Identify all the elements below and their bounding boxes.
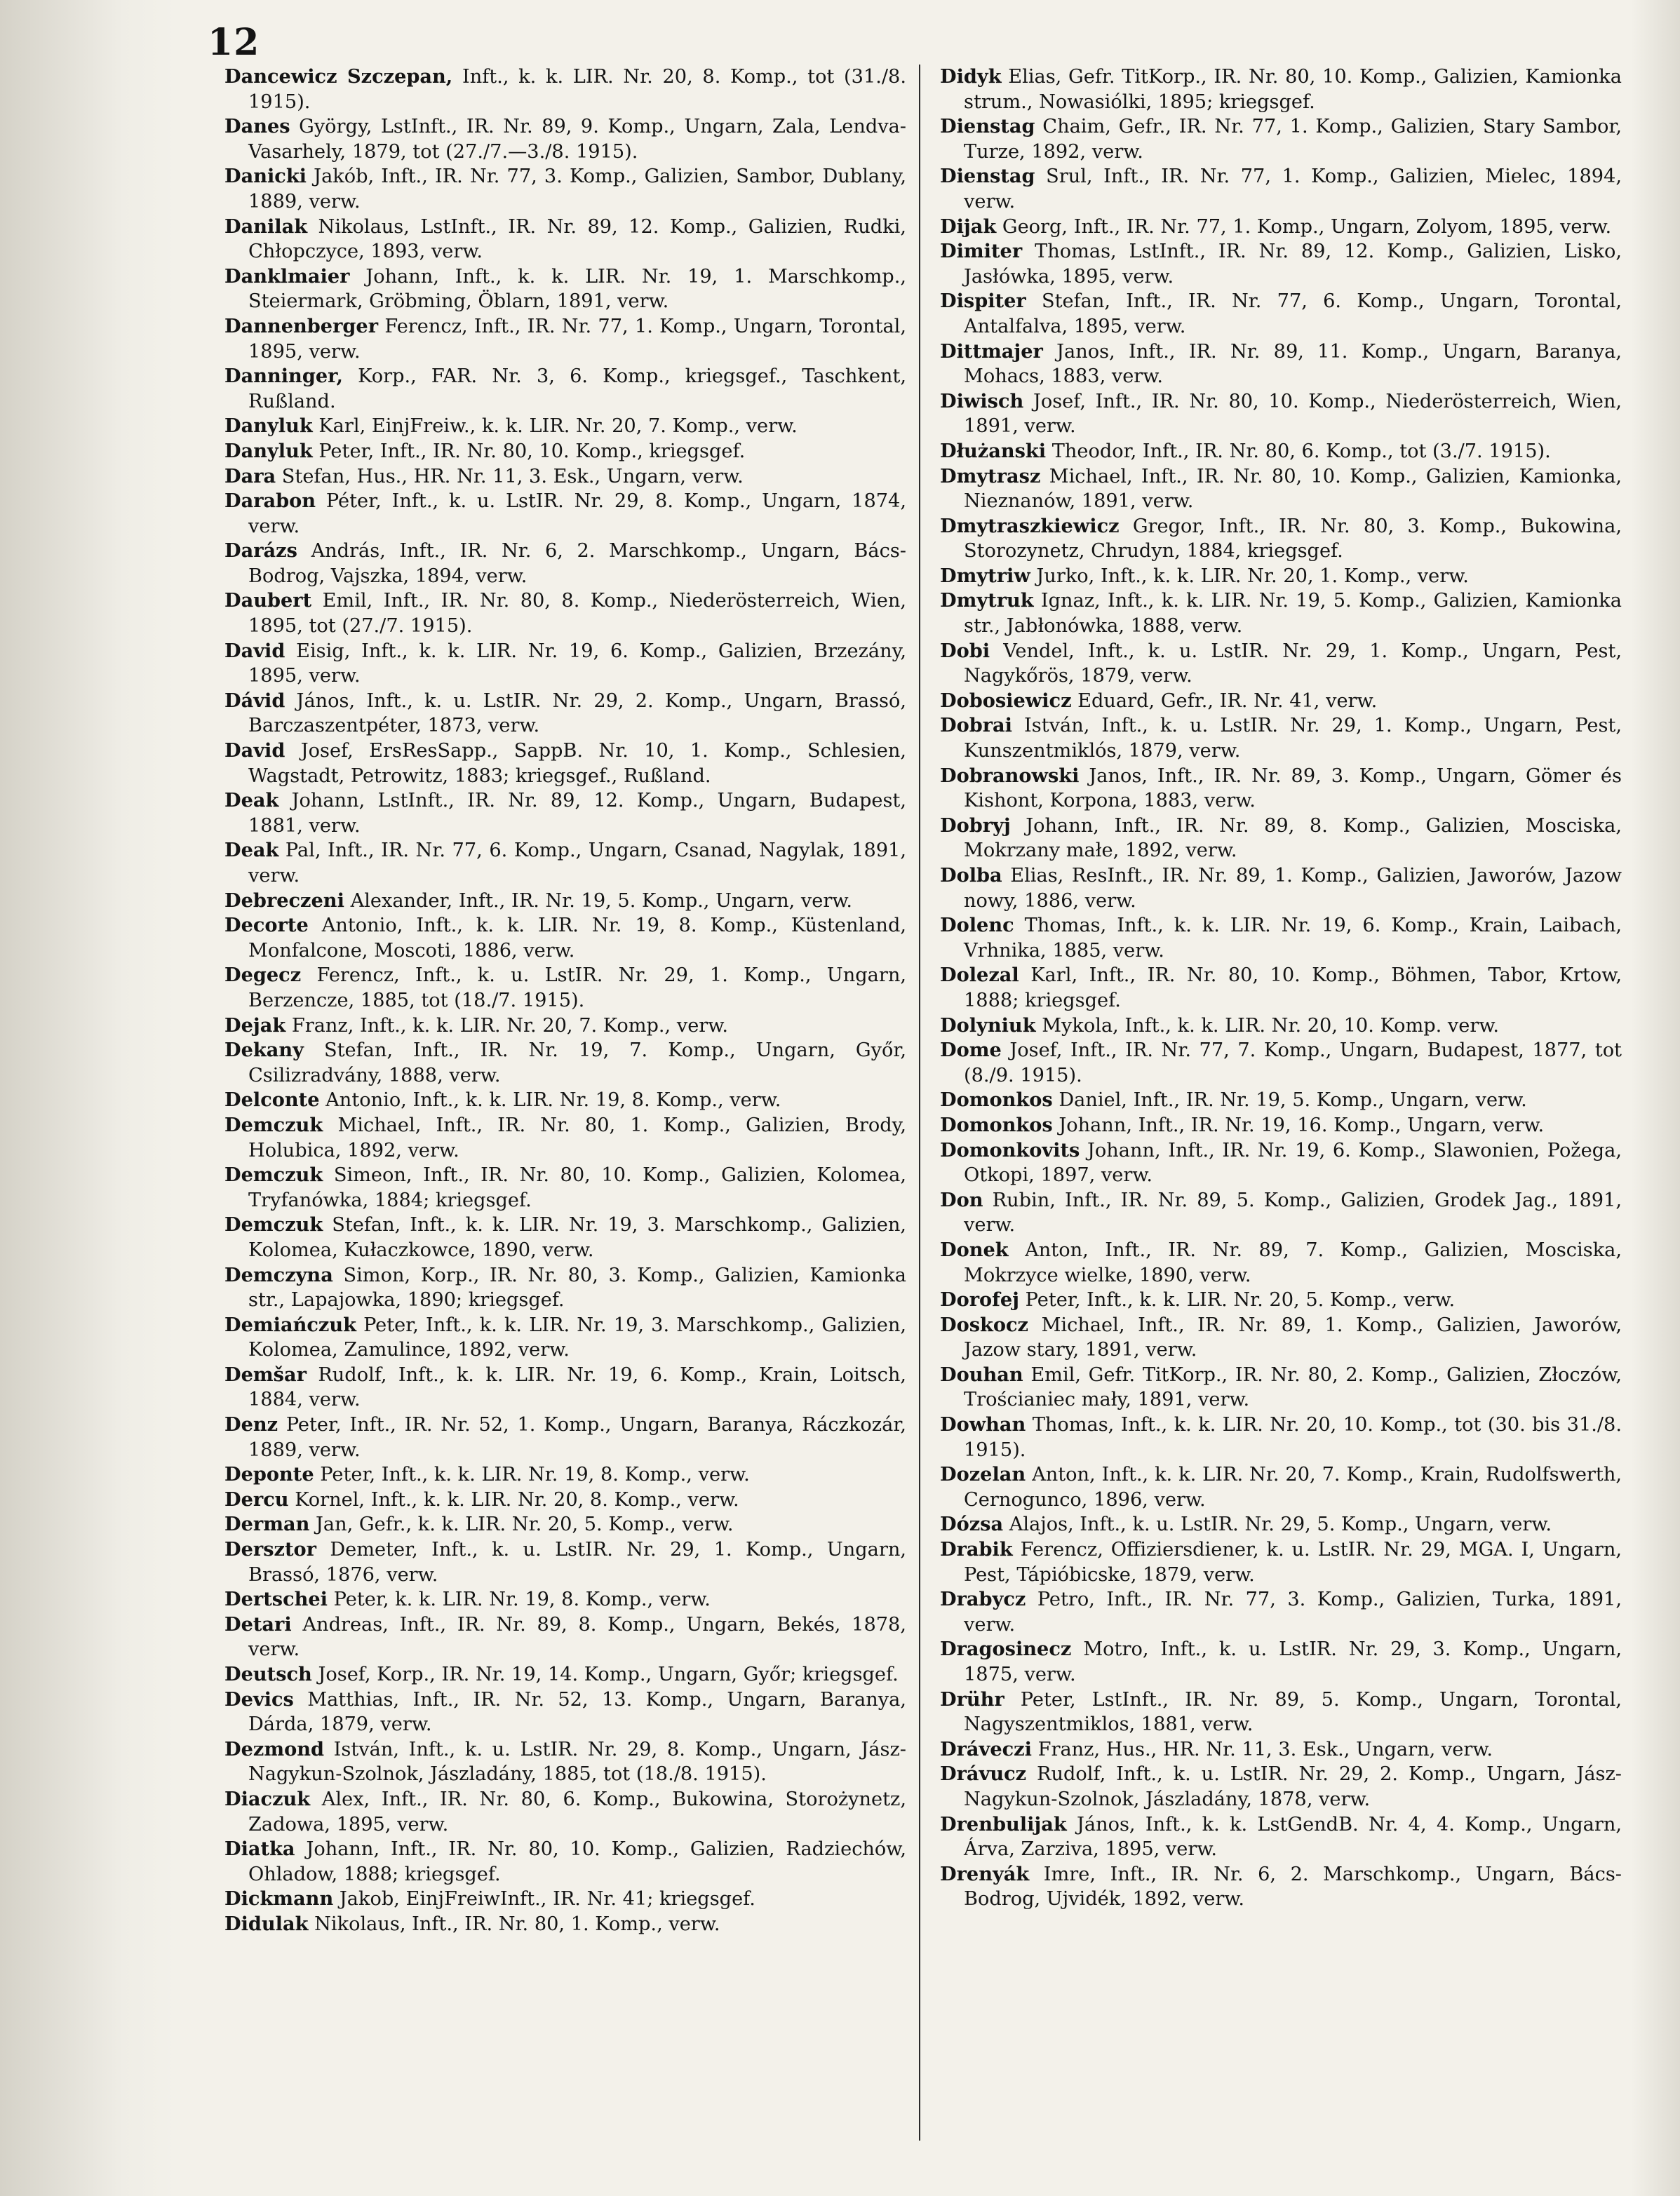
entry-surname: Dmytrasz bbox=[940, 464, 1041, 487]
list-entry bbox=[940, 1288, 1622, 1313]
entry-surname: Dannenberger bbox=[224, 314, 379, 337]
list-entry bbox=[940, 814, 1622, 863]
list-entry bbox=[940, 913, 1622, 963]
list-entry bbox=[224, 1887, 906, 1912]
entry-details: Andreas, Inft., IR. Nr. 89, 8. Komp., Ungarn, Bekés, 1878, verw. bbox=[248, 1613, 906, 1661]
list-entry bbox=[940, 1313, 1622, 1363]
entry-details: Eisig, Inft., k. k. LIR. Nr. 19, 6. Komp., Galizien, Brzezány, 1895, verw. bbox=[248, 640, 906, 687]
list-entry bbox=[224, 1837, 906, 1887]
list-entry bbox=[224, 1462, 906, 1488]
entry-surname: Dome bbox=[940, 1039, 1002, 1062]
page-edge-shadow bbox=[0, 0, 175, 2196]
entry-surname: Degecz bbox=[224, 964, 302, 987]
list-entry bbox=[940, 1038, 1622, 1088]
entry-surname: Dancewicz Szczepan, bbox=[224, 65, 453, 88]
list-entry bbox=[224, 1313, 906, 1363]
list-entry bbox=[224, 539, 906, 588]
list-entry bbox=[224, 739, 906, 788]
entry-details: Thomas, Inft., k. k. LIR. Nr. 19, 6. Komp., Krain, Laibach, Vrhnika, 1885, verw. bbox=[964, 915, 1622, 962]
entry-details: Alexander, Inft., IR. Nr. 19, 5. Komp., Ungarn, verw. bbox=[350, 889, 853, 912]
entry-surname: Dózsa bbox=[940, 1513, 1004, 1536]
entry-surname: Dertschei bbox=[224, 1588, 328, 1611]
entry-surname: Dolezal bbox=[940, 964, 1019, 987]
list-entry bbox=[224, 1113, 906, 1163]
list-entry bbox=[940, 764, 1622, 814]
entry-surname: Didulak bbox=[224, 1912, 309, 1935]
list-entry bbox=[224, 1587, 906, 1612]
entry-surname: Dersztor bbox=[224, 1538, 316, 1561]
entry-surname: David bbox=[224, 739, 285, 762]
entry-details: Demeter, Inft., k. u. LstIR. Nr. 29, 1. Komp., Ungarn, Brassó, 1876, verw. bbox=[248, 1539, 906, 1586]
entry-details: Gregor, Inft., IR. Nr. 80, 3. Komp., Bukowina, Storozynetz, Chrudyn, 1884, kriegsgef. bbox=[964, 515, 1622, 563]
entry-surname: Doskocz bbox=[940, 1313, 1028, 1336]
entry-surname: Deponte bbox=[224, 1463, 314, 1486]
list-entry bbox=[224, 1263, 906, 1313]
list-entry bbox=[224, 1488, 906, 1513]
entry-surname: Darabon bbox=[224, 490, 316, 513]
entry-details: Emil, Inft., IR. Nr. 80, 8. Komp., Niederösterreich, Wien, 1895, tot (27./7. 1915). bbox=[248, 590, 906, 638]
list-entry bbox=[940, 1363, 1622, 1413]
entry-details: István, Inft., k. u. LstIR. Nr. 29, 8. Komp., Ungarn, Jász-Nagykun-Szolnok, Jászladány, 1885, tot (18./8. 1915). bbox=[248, 1738, 906, 1786]
entry-surname: Demšar bbox=[224, 1363, 307, 1386]
left-column bbox=[224, 65, 906, 1937]
entry-details: Josef, ErsResSapp., SappB. Nr. 10, 1. Komp., Schlesien, Wagstadt, Petrowitz, 1883; kriegsgef., Rußland. bbox=[248, 740, 906, 787]
entry-details: Johann, Inft., IR. Nr. 19, 16. Komp., Ungarn, verw. bbox=[1059, 1114, 1545, 1136]
entry-details: János, Inft., k. k. LstGendB. Nr. 4, 4. Komp., Ungarn, Árva, Zarziva, 1895, verw. bbox=[964, 1813, 1622, 1861]
entry-details: Mykola, Inft., k. k. LIR. Nr. 20, 10. Komp. verw. bbox=[1042, 1014, 1500, 1037]
list-entry bbox=[224, 464, 906, 490]
list-entry bbox=[224, 1912, 906, 1937]
list-entry bbox=[940, 564, 1622, 589]
entry-surname: Drenbulijak bbox=[940, 1812, 1067, 1835]
list-entry bbox=[224, 1013, 906, 1039]
entry-details: Vendel, Inft., k. u. LstIR. Nr. 29, 1. Komp., Ungarn, Pest, Nagykőrös, 1879, verw. bbox=[964, 640, 1622, 687]
entry-details: Franz, Inft., k. k. LIR. Nr. 20, 7. Komp., verw. bbox=[291, 1014, 728, 1037]
list-entry bbox=[940, 863, 1622, 913]
entry-details: Korp., FAR. Nr. 3, 6. Komp., kriegsgef., Taschkent, Rußland. bbox=[248, 365, 906, 412]
list-entry bbox=[940, 464, 1622, 514]
entry-details: Stefan, Inft., IR. Nr. 77, 6. Komp., Ungarn, Torontal, Antalfalva, 1895, verw. bbox=[964, 290, 1622, 337]
list-entry bbox=[940, 1762, 1622, 1812]
list-entry bbox=[940, 239, 1622, 289]
entry-surname: Dmytraszkiewicz bbox=[940, 514, 1120, 537]
list-entry bbox=[224, 1213, 906, 1262]
list-entry bbox=[940, 1637, 1622, 1687]
entry-details: Peter, Inft., IR. Nr. 80, 10. Komp., kriegsgef. bbox=[318, 440, 746, 462]
list-entry bbox=[224, 1662, 906, 1688]
list-entry bbox=[940, 639, 1622, 689]
entry-surname: Debreczeni bbox=[224, 889, 344, 912]
entry-surname: Danes bbox=[224, 115, 290, 138]
entry-details: István, Inft., k. u. LstIR. Nr. 29, 1. Komp., Ungarn, Pest, Kunszentmiklós, 1879, verw. bbox=[964, 715, 1622, 762]
entry-surname: Don bbox=[940, 1188, 983, 1211]
entry-details: Nikolaus, Inft., IR. Nr. 80, 1. Komp., verw. bbox=[314, 1913, 720, 1935]
entry-details: Peter, k. k. LIR. Nr. 19, 8. Komp., verw. bbox=[333, 1589, 711, 1611]
entry-surname: Dara bbox=[224, 464, 276, 487]
list-entry bbox=[224, 489, 906, 539]
entry-details: Kornel, Inft., k. k. LIR. Nr. 20, 8. Komp., verw. bbox=[295, 1488, 739, 1511]
list-entry bbox=[940, 1413, 1622, 1462]
entry-details: Georg, Inft., IR. Nr. 77, 1. Komp., Ungarn, Zolyom, 1895, verw. bbox=[1002, 215, 1612, 238]
list-entry bbox=[224, 1612, 906, 1662]
list-entry bbox=[224, 788, 906, 838]
entry-surname: Deutsch bbox=[224, 1663, 312, 1685]
entry-surname: Dijak bbox=[940, 215, 997, 238]
list-entry bbox=[224, 364, 906, 414]
entry-surname: Delconte bbox=[224, 1089, 320, 1112]
entry-details: Janos, Inft., IR. Nr. 89, 3. Komp., Ungarn, Gömer és Kishont, Korpona, 1883, verw. bbox=[964, 764, 1622, 812]
entry-surname: Derman bbox=[224, 1513, 310, 1536]
entry-surname: Demczuk bbox=[224, 1113, 323, 1136]
entry-surname: Danyluk bbox=[224, 439, 313, 462]
list-entry bbox=[224, 913, 906, 963]
list-entry bbox=[940, 1188, 1622, 1238]
entry-surname: Danninger, bbox=[224, 365, 343, 388]
entry-surname: Drávucz bbox=[940, 1763, 1027, 1786]
entry-details: Peter, Inft., k. k. LIR. Nr. 19, 3. Marschkomp., Galizien, Kolomea, Zamulince, 1892, verw. bbox=[248, 1314, 906, 1361]
entry-details: Johann, Inft., IR. Nr. 19, 6. Komp., Slawonien, Požega, Otkopi, 1897, verw. bbox=[964, 1139, 1622, 1187]
entry-surname: Dmytruk bbox=[940, 589, 1034, 612]
entry-details: Chaim, Gefr., IR. Nr. 77, 1. Komp., Galizien, Stary Sambor, Turze, 1892, verw. bbox=[964, 116, 1622, 163]
entry-surname: Devics bbox=[224, 1688, 294, 1711]
entry-details: Imre, Inft., IR. Nr. 6, 2. Marschkomp., Ungarn, Bács-Bodrog, Ujvidék, 1892, verw. bbox=[964, 1863, 1622, 1911]
list-entry bbox=[224, 65, 906, 114]
list-entry bbox=[940, 1537, 1622, 1587]
list-entry bbox=[940, 1812, 1622, 1862]
entry-details: Jakob, EinjFreiwInft., IR. Nr. 41; kriegsgef. bbox=[339, 1888, 755, 1911]
entry-details: Anton, Inft., k. k. LIR. Nr. 20, 7. Komp., Krain, Rudolfswerth, Cernogunco, 1896, verw. bbox=[964, 1464, 1622, 1511]
entry-details: Josef, Korp., IR. Nr. 19, 14. Komp., Ungarn, Győr; kriegsgef. bbox=[318, 1664, 899, 1685]
list-entry bbox=[224, 838, 906, 888]
entry-surname: Denz bbox=[224, 1413, 278, 1436]
entry-details: György, LstInft., IR. Nr. 89, 9. Komp., Ungarn, Zala, Lendva-Vasarhely, 1879, tot (27./7.—3./8. 1915). bbox=[248, 116, 906, 163]
list-entry bbox=[224, 114, 906, 164]
entry-details: Alex, Inft., IR. Nr. 80, 6. Komp., Bukowina, Storożynetz, Zadowa, 1895, verw. bbox=[248, 1788, 906, 1835]
right-column bbox=[940, 65, 1622, 1912]
entry-details: Alajos, Inft., k. u. LstIR. Nr. 29, 5. Komp., Ungarn, verw. bbox=[1009, 1514, 1552, 1536]
entry-details: Franz, Hus., HR. Nr. 11, 3. Esk., Ungarn, verw. bbox=[1037, 1738, 1493, 1760]
list-entry bbox=[940, 389, 1622, 439]
entry-details: János, Inft., k. u. LstIR. Nr. 29, 2. Komp., Ungarn, Brassó, Barczaszentpéter, 1873, verw. bbox=[248, 689, 906, 737]
entry-details: Karl, EinjFreiw., k. k. LIR. Nr. 20, 7. Komp., verw. bbox=[318, 415, 798, 438]
entry-details: Ferencz, Inft., IR. Nr. 77, 1. Komp., Ungarn, Torontal, 1895, verw. bbox=[248, 315, 906, 363]
list-entry bbox=[224, 889, 906, 914]
entry-surname: Diwisch bbox=[940, 389, 1024, 412]
list-entry bbox=[224, 1537, 906, 1587]
page-number: 12 bbox=[208, 21, 260, 64]
entry-surname: Drabik bbox=[940, 1538, 1013, 1561]
entry-surname: Dezmond bbox=[224, 1737, 324, 1760]
entry-details: Elias, ResInft., IR. Nr. 89, 1. Komp., Galizien, Jaworów, Jazow nowy, 1886, verw. bbox=[964, 865, 1622, 912]
entry-details: Pal, Inft., IR. Nr. 77, 6. Komp., Ungarn, Csanad, Nagylak, 1891, verw. bbox=[248, 840, 906, 887]
entry-surname: Dercu bbox=[224, 1488, 289, 1511]
entry-surname: Dekany bbox=[224, 1039, 304, 1062]
entry-details: Rudolf, Inft., k. u. LstIR. Nr. 29, 2. Komp., Ungarn, Jász-Nagykun-Szolnok, Jászladány, 1878, verw. bbox=[964, 1763, 1622, 1810]
entry-details: Stefan, Inft., IR. Nr. 19, 7. Komp., Ungarn, Győr, Csilizradvány, 1888, verw. bbox=[248, 1039, 906, 1086]
list-entry bbox=[940, 339, 1622, 389]
entry-details: Jan, Gefr., k. k. LIR. Nr. 20, 5. Komp., verw. bbox=[316, 1514, 734, 1536]
entry-details: Johann, Inft., k. k. LIR. Nr. 19, 1. Marschkomp., Steiermark, Gröbming, Öblarn, 1891, verw. bbox=[248, 265, 906, 313]
entry-surname: Dispiter bbox=[940, 290, 1026, 313]
entry-details: Daniel, Inft., IR. Nr. 19, 5. Komp., Ungarn, verw. bbox=[1059, 1089, 1527, 1112]
entry-surname: Domonkovits bbox=[940, 1138, 1080, 1161]
entry-surname: Dobryj bbox=[940, 814, 1011, 837]
entry-details: Josef, Inft., IR. Nr. 80, 10. Komp., Niederösterreich, Wien, 1891, verw. bbox=[964, 390, 1622, 438]
entry-surname: Dobrai bbox=[940, 714, 1012, 737]
list-entry bbox=[940, 164, 1622, 214]
entry-details: Simeon, Inft., IR. Nr. 80, 10. Komp., Galizien, Kolomea, Tryfanówka, 1884; kriegsgef. bbox=[248, 1164, 906, 1211]
entry-details: Motro, Inft., k. u. LstIR. Nr. 29, 3. Komp., Ungarn, 1875, verw. bbox=[964, 1638, 1622, 1685]
entry-details: Antonio, Inft., k. k. LIR. Nr. 19, 8. Komp., Küstenland, Monfalcone, Moscoti, 1886, verw. bbox=[248, 915, 906, 962]
list-entry bbox=[940, 713, 1622, 763]
entry-details: Emil, Gefr. TitKorp., IR. Nr. 80, 2. Komp., Galizien, Złoczów, Trościaniec mały, 1891, verw. bbox=[964, 1363, 1622, 1411]
entry-surname: Dávid bbox=[224, 689, 285, 712]
entry-details: Theodor, Inft., IR. Nr. 80, 6. Komp., tot (3./7. 1915). bbox=[1051, 440, 1551, 462]
list-entry bbox=[940, 1013, 1622, 1039]
entry-surname: Domonkos bbox=[940, 1089, 1053, 1112]
entry-details: Peter, Inft., k. k. LIR. Nr. 20, 5. Komp., verw. bbox=[1025, 1289, 1456, 1312]
entry-surname: Dobranowski bbox=[940, 764, 1080, 787]
entry-details: Johann, Inft., IR. Nr. 80, 10. Komp., Galizien, Radziechów, Ohladow, 1888; kriegsgef. bbox=[248, 1838, 906, 1885]
entry-details: Johann, LstInft., IR. Nr. 89, 12. Komp., Ungarn, Budapest, 1881, verw. bbox=[248, 790, 906, 837]
entry-details: Ferencz, Inft., k. u. LstIR. Nr. 29, 1. Komp., Ungarn, Berzencze, 1885, tot (18./7. 1915). bbox=[248, 964, 906, 1011]
list-entry bbox=[224, 314, 906, 364]
entry-details: Michael, Inft., IR. Nr. 80, 10. Komp., Galizien, Kamionka, Nieznanów, 1891, verw. bbox=[964, 465, 1622, 513]
entry-surname: Didyk bbox=[940, 65, 1002, 88]
entry-details: Peter, LstInft., IR. Nr. 89, 5. Komp., Ungarn, Torontal, Nagyszentmiklos, 1881, verw. bbox=[964, 1688, 1622, 1736]
list-entry bbox=[224, 1038, 906, 1088]
entry-surname: Dłużanski bbox=[940, 439, 1047, 462]
entry-details: Stefan, Inft., k. k. LIR. Nr. 19, 3. Marschkomp., Galizien, Kolomea, Kułaczkowce, 1890, verw. bbox=[248, 1214, 906, 1261]
entry-details: Antonio, Inft., k. k. LIR. Nr. 19, 8. Komp., verw. bbox=[325, 1089, 781, 1112]
entry-details: András, Inft., IR. Nr. 6, 2. Marschkomp., Ungarn, Bács-Bodrog, Vajszka, 1894, verw. bbox=[248, 540, 906, 587]
entry-details: Anton, Inft., IR. Nr. 89, 7. Komp., Galizien, Mosciska, Mokrzyce wielke, 1890, verw. bbox=[964, 1239, 1622, 1286]
list-entry bbox=[224, 164, 906, 214]
list-entry bbox=[224, 1363, 906, 1413]
list-entry bbox=[224, 439, 906, 464]
list-entry bbox=[940, 65, 1622, 114]
entry-details: Peter, Inft., k. k. LIR. Nr. 19, 8. Komp., verw. bbox=[320, 1464, 750, 1486]
entry-surname: Dragosinecz bbox=[940, 1638, 1072, 1661]
list-entry bbox=[224, 414, 906, 439]
entry-surname: Dimiter bbox=[940, 240, 1023, 263]
list-entry bbox=[940, 1113, 1622, 1138]
list-entry bbox=[940, 1737, 1622, 1763]
entry-surname: Dickmann bbox=[224, 1887, 334, 1911]
list-entry bbox=[940, 514, 1622, 564]
entry-details: Petro, Inft., IR. Nr. 77, 3. Komp., Galizien, Turka, 1891, verw. bbox=[964, 1589, 1622, 1636]
entry-surname: Detari bbox=[224, 1612, 292, 1636]
entry-details: Elias, Gefr. TitKorp., IR. Nr. 80, 10. Komp., Galizien, Kamionka strum., Nowasiólki, 1895; kriegsgef. bbox=[964, 66, 1622, 113]
list-entry bbox=[224, 1088, 906, 1113]
list-entry bbox=[940, 1138, 1622, 1188]
entry-surname: Dienstag bbox=[940, 165, 1035, 188]
entry-details: Ignaz, Inft., k. k. LIR. Nr. 19, 5. Komp., Galizien, Kamionka str., Jabłonówka, 1888, verw. bbox=[964, 590, 1622, 638]
entry-surname: Daubert bbox=[224, 589, 312, 612]
list-entry bbox=[224, 963, 906, 1013]
entry-details: Johann, Inft., IR. Nr. 89, 8. Komp., Galizien, Mosciska, Mokrzany małe, 1892, verw. bbox=[964, 814, 1622, 862]
entry-details: Karl, Inft., IR. Nr. 80, 10. Komp., Böhmen, Tabor, Krtow, 1888; kriegsgef. bbox=[964, 964, 1622, 1011]
list-entry bbox=[224, 1688, 906, 1737]
entry-details: Jurko, Inft., k. k. LIR. Nr. 20, 1. Komp., verw. bbox=[1036, 565, 1469, 587]
entry-details: Michael, Inft., IR. Nr. 80, 1. Komp., Galizien, Brody, Holubica, 1892, verw. bbox=[248, 1114, 906, 1161]
list-entry bbox=[224, 1512, 906, 1537]
list-entry bbox=[940, 1862, 1622, 1912]
list-entry bbox=[940, 1462, 1622, 1512]
entry-surname: Demczyna bbox=[224, 1263, 333, 1286]
entry-surname: Donek bbox=[940, 1238, 1009, 1261]
entry-details: Josef, Inft., IR. Nr. 77, 7. Komp., Ungarn, Budapest, 1877, tot (8./9. 1915). bbox=[964, 1039, 1622, 1086]
list-entry bbox=[940, 588, 1622, 638]
entry-details: Inft., k. k. LIR. Nr. 20, 8. Komp., tot (31./8. 1915). bbox=[248, 66, 906, 113]
entry-details: Janos, Inft., IR. Nr. 89, 11. Komp., Ungarn, Baranya, Mohacs, 1883, verw. bbox=[964, 340, 1622, 388]
entry-details: Simon, Korp., IR. Nr. 80, 3. Komp., Galizien, Kamionka str., Lapajowka, 1890; kriegsgef. bbox=[248, 1264, 906, 1312]
list-entry bbox=[224, 1737, 906, 1787]
entry-surname: Drühr bbox=[940, 1688, 1004, 1711]
list-entry bbox=[940, 215, 1622, 240]
entry-details: Eduard, Gefr., IR. Nr. 41, verw. bbox=[1077, 689, 1378, 712]
entry-surname: Diatka bbox=[224, 1838, 295, 1861]
entry-surname: Diaczuk bbox=[224, 1787, 311, 1810]
entry-surname: Dobi bbox=[940, 639, 990, 662]
entry-details: Thomas, Inft., k. k. LIR. Nr. 20, 10. Komp., tot (30. bis 31./8. 1915). bbox=[964, 1414, 1622, 1461]
list-entry bbox=[224, 215, 906, 264]
list-entry bbox=[224, 1163, 906, 1213]
entry-details: Thomas, LstInft., IR. Nr. 89, 12. Komp., Galizien, Lisko, Jasłówka, 1895, verw. bbox=[964, 241, 1622, 288]
entry-surname: Dolenc bbox=[940, 914, 1014, 937]
list-entry bbox=[940, 439, 1622, 464]
entry-surname: Drenyák bbox=[940, 1862, 1030, 1885]
entry-details: Péter, Inft., k. u. LstIR. Nr. 29, 8. Komp., Ungarn, 1874, verw. bbox=[248, 490, 906, 537]
entry-surname: Deak bbox=[224, 839, 279, 862]
entry-details: Ferencz, Offiziersdiener, k. u. LstIR. Nr. 29, MGA. I, Ungarn, Pest, Tápióbicske, 1879, verw. bbox=[964, 1539, 1622, 1586]
entry-details: Jakób, Inft., IR. Nr. 77, 3. Komp., Galizien, Sambor, Dublany, 1889, verw. bbox=[248, 166, 906, 213]
list-entry bbox=[224, 689, 906, 739]
entry-surname: Demczuk bbox=[224, 1213, 323, 1237]
list-entry bbox=[940, 689, 1622, 714]
list-entry bbox=[224, 1413, 906, 1462]
column-divider bbox=[919, 65, 920, 2141]
entry-surname: Danicki bbox=[224, 165, 307, 188]
entry-surname: Dittmajer bbox=[940, 339, 1043, 363]
entry-surname: Danyluk bbox=[224, 415, 313, 438]
entry-details: Michael, Inft., IR. Nr. 89, 1. Komp., Galizien, Jaworów, Jazow stary, 1891, verw. bbox=[964, 1314, 1622, 1361]
entry-details: Peter, Inft., IR. Nr. 52, 1. Komp., Ungarn, Baranya, Ráczkozár, 1889, verw. bbox=[248, 1414, 906, 1461]
entry-surname: Dowhan bbox=[940, 1413, 1026, 1436]
entry-surname: Dejak bbox=[224, 1013, 286, 1037]
list-entry bbox=[224, 1787, 906, 1837]
entry-surname: Deak bbox=[224, 789, 279, 812]
page-edge-shadow bbox=[1631, 0, 1680, 2196]
list-entry bbox=[940, 1587, 1622, 1637]
list-entry bbox=[224, 639, 906, 689]
list-entry bbox=[224, 264, 906, 314]
entry-details: Rudolf, Inft., k. k. LIR. Nr. 19, 6. Komp., Krain, Loitsch, 1884, verw. bbox=[248, 1363, 906, 1411]
entry-surname: Douhan bbox=[940, 1363, 1023, 1386]
list-entry bbox=[224, 588, 906, 638]
list-entry bbox=[940, 289, 1622, 339]
entry-surname: Dolyniuk bbox=[940, 1013, 1036, 1037]
entry-surname: Dorofej bbox=[940, 1288, 1019, 1312]
list-entry bbox=[940, 963, 1622, 1013]
entry-details: Stefan, Hus., HR. Nr. 11, 3. Esk., Ungarn, verw. bbox=[281, 465, 744, 487]
entry-surname: Drabycz bbox=[940, 1588, 1026, 1611]
entry-surname: Dobosiewicz bbox=[940, 689, 1072, 712]
list-entry bbox=[940, 1088, 1622, 1113]
list-entry bbox=[940, 1238, 1622, 1288]
entry-surname: Domonkos bbox=[940, 1113, 1053, 1136]
entry-details: Nikolaus, LstInft., IR. Nr. 89, 12. Komp., Galizien, Rudki, Chłopczyce, 1893, verw. bbox=[248, 215, 906, 263]
entry-details: Matthias, Inft., IR. Nr. 52, 13. Komp., Ungarn, Baranya, Dárda, 1879, verw. bbox=[248, 1688, 906, 1736]
list-entry bbox=[940, 1512, 1622, 1537]
list-entry bbox=[940, 1688, 1622, 1737]
entry-details: Rubin, Inft., IR. Nr. 89, 5. Komp., Galizien, Grodek Jag., 1891, verw. bbox=[964, 1189, 1622, 1237]
entry-surname: David bbox=[224, 639, 285, 662]
entry-surname: Dolba bbox=[940, 864, 1002, 887]
entry-surname: Darázs bbox=[224, 539, 297, 563]
entry-surname: Dmytriw bbox=[940, 564, 1030, 587]
entry-details: Srul, Inft., IR. Nr. 77, 1. Komp., Galizien, Mielec, 1894, verw. bbox=[964, 166, 1622, 213]
entry-surname: Dráveczi bbox=[940, 1737, 1032, 1760]
entry-surname: Dozelan bbox=[940, 1463, 1026, 1486]
entry-surname: Danilak bbox=[224, 215, 308, 238]
entry-surname: Danklmaier bbox=[224, 264, 350, 288]
entry-surname: Decorte bbox=[224, 914, 309, 937]
entry-surname: Demiańczuk bbox=[224, 1313, 356, 1336]
entry-surname: Dienstag bbox=[940, 115, 1035, 138]
list-entry bbox=[940, 114, 1622, 164]
entry-surname: Demczuk bbox=[224, 1164, 323, 1187]
